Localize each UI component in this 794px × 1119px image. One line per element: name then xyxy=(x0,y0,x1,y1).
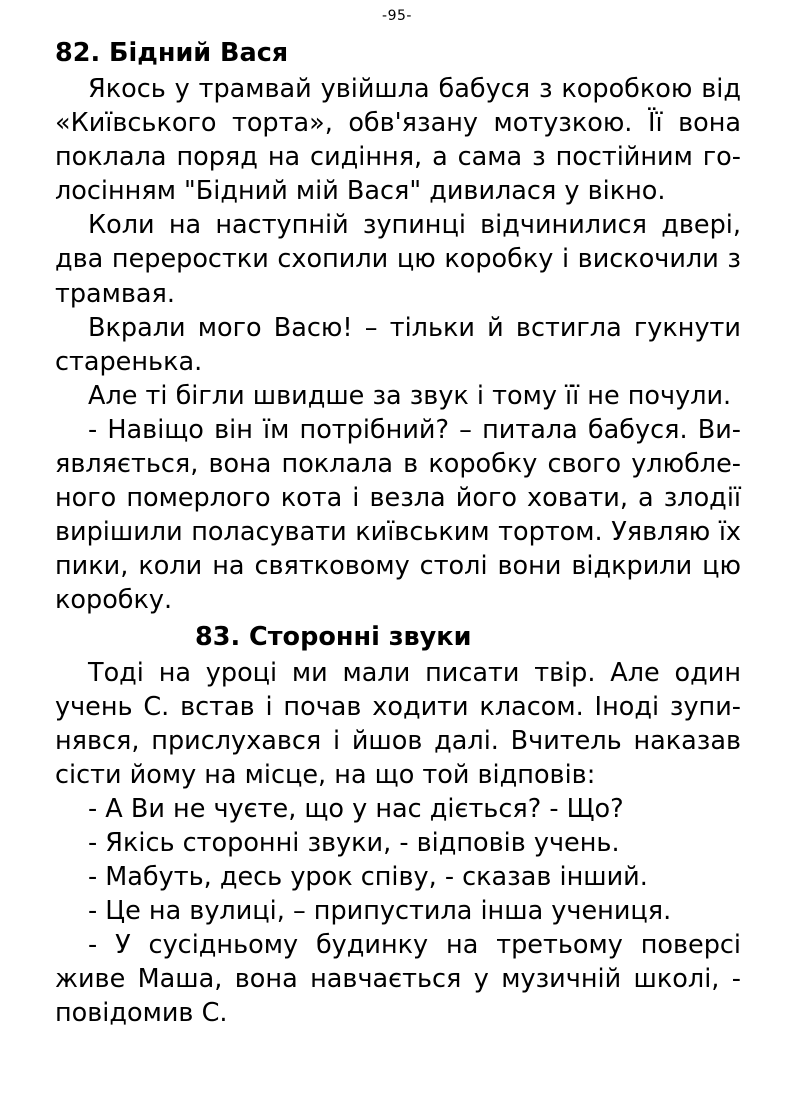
story-body-83 xyxy=(55,656,741,1031)
dialogue-line: - У сусідньому будинку на третьому поверсі живе Маша, вона навчається у музичній школі, - повідомив С. xyxy=(55,930,741,1029)
story-body-82 xyxy=(55,72,741,618)
dialogue-line: - А Ви не чуєте, що у нас діється? - Що? xyxy=(88,793,624,824)
dialogue-line: - Якісь сторонні звуки, - відповів учень. xyxy=(88,827,620,858)
dialogue-line: - Це на вулиці, – припустила інша учениця. xyxy=(88,896,672,927)
story-title-82: 82. Бідний Вася xyxy=(55,38,289,68)
dialogue-line: - Мабуть, десь урок співу, - сказав інший. xyxy=(88,862,648,893)
paragraph: Вкрали мого Васю! – тільки й встигла гукнути старенька. xyxy=(55,312,741,377)
paragraph: - Навіщо він їм потрібний? – питала бабуся. Виявляється, вона поклала в коробку свого улюбленого померлого кота і везла його ховати, а злодії вирішили поласувати київським тортом. Уявляю їх пики, коли на святковому столі вони відкрили цю коробку. xyxy=(55,414,741,616)
paragraph: Але ті бігли швидше за звук і тому її не почули. xyxy=(88,380,732,411)
page-content xyxy=(55,34,741,1031)
paragraph: Якось у трамвай увійшла бабуся з коробкою від «Київського торта», обв'язану мотузкою. Її вона поклала поряд на сидіння, а сама з постійним голосінням "Бідний мій Вася" дивилася у вікно. xyxy=(55,74,741,207)
paragraph: Коли на наступній зупинці відчинилися двері, два переростки схопили цю коробку і вискочили з трамвая. xyxy=(55,210,741,309)
page-number: -95- xyxy=(382,8,412,24)
story-title-83: 83. Сторонні звуки xyxy=(195,621,472,652)
paragraph: Тоді на уроці ми мали писати твір. Але один учень С. встав і почав ходити класом. Іноді зупинявся, прислухався і йшов далі. Вчитель наказав сісти йому на місце, на що той відповів: xyxy=(55,657,741,790)
